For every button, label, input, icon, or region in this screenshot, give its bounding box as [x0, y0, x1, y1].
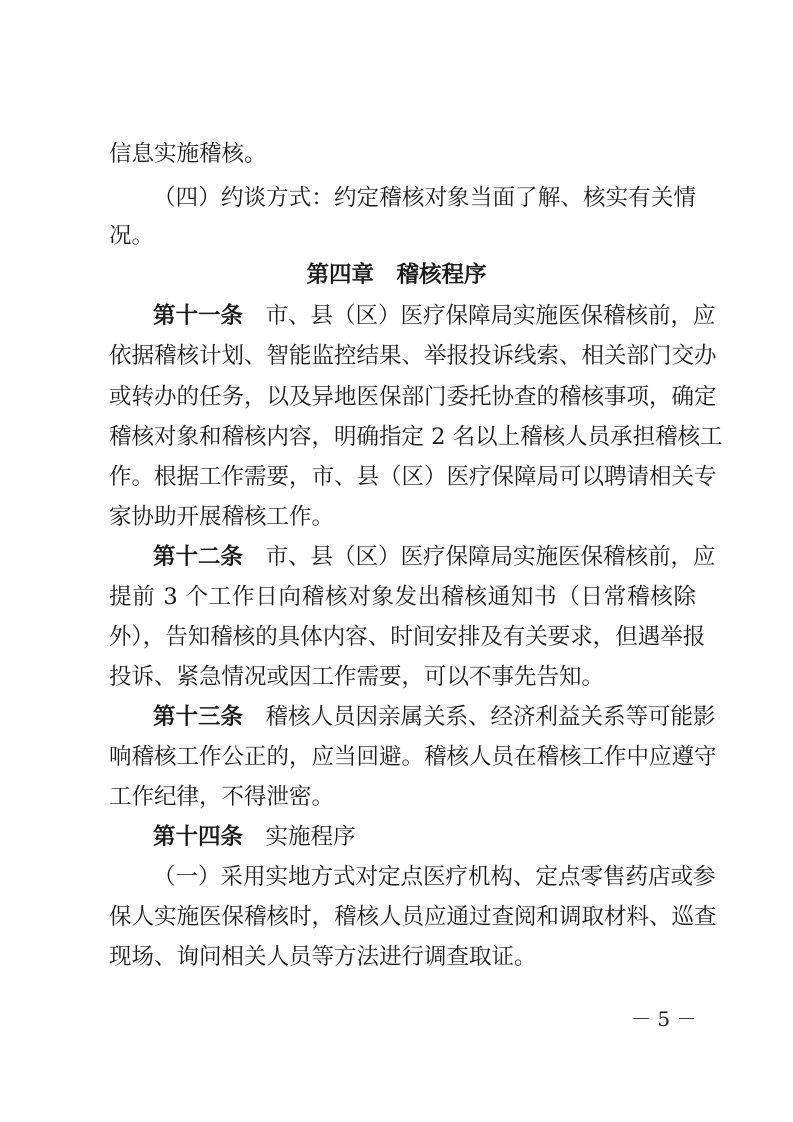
- body-line: 外），告知稽核的具体内容、时间安排及有关要求，但遇举报: [109, 624, 706, 650]
- body-line: （四）约谈方式：约定稽核对象当面了解、核实有关情: [153, 185, 696, 211]
- article-heading: 第十四条: [153, 824, 244, 850]
- article-11-line: [153, 305, 716, 331]
- article-12-line: [153, 546, 716, 572]
- body-line: 保人实施医保稽核时，稽核人员应通过查阅和调取材料、巡查: [109, 904, 717, 930]
- article-heading: 第十一条: [153, 303, 244, 329]
- article-text: 市、县（区）医疗保障局实施医保稽核前，应: [265, 303, 716, 329]
- body-line: 家协助开展稽核工作。: [109, 504, 335, 530]
- body-line: 提前 3 个工作日向稽核对象发出稽核通知书（日常稽核除: [109, 584, 696, 610]
- article-13-line: [153, 706, 716, 732]
- body-line: 投诉、紧急情况或因工作需要，可以不事先告知。: [109, 664, 605, 690]
- body-line: 工作纪律，不得泄密。: [109, 784, 335, 810]
- chapter-heading: 第四章 稽核程序: [306, 262, 487, 288]
- body-line: 作。根据工作需要，市、县（区）医疗保障局可以聘请相关专: [109, 464, 717, 490]
- body-line: 况。: [109, 223, 155, 249]
- body-line: 响稽核工作公正的，应当回避。稽核人员在稽核工作中应遵守: [109, 744, 717, 770]
- article-heading: 第十三条: [153, 704, 244, 730]
- body-line: 现场、询问相关人员等方法进行调查取证。: [109, 944, 537, 970]
- body-line: （一）采用实地方式对定点医疗机构、定点零售药店或参: [153, 864, 716, 890]
- body-line: 或转办的任务，以及异地医保部门委托协查的稽核事项，确定: [109, 384, 717, 410]
- body-line: 信息实施稽核。: [109, 141, 267, 167]
- article-text: 实施程序: [265, 824, 356, 850]
- article-14-line: [153, 826, 356, 852]
- article-heading: 第十二条: [153, 544, 244, 570]
- page-number: － 5 －: [631, 1007, 697, 1031]
- body-line: 依据稽核计划、智能监控结果、举报投诉线索、相关部门交办: [109, 343, 717, 369]
- article-text: 市、县（区）医疗保障局实施医保稽核前，应: [265, 544, 716, 570]
- body-line: 稽核对象和稽核内容，明确指定 2 名以上稽核人员承担稽核工: [109, 424, 723, 450]
- article-text: 稽核人员因亲属关系、经济利益关系等可能影: [265, 704, 716, 730]
